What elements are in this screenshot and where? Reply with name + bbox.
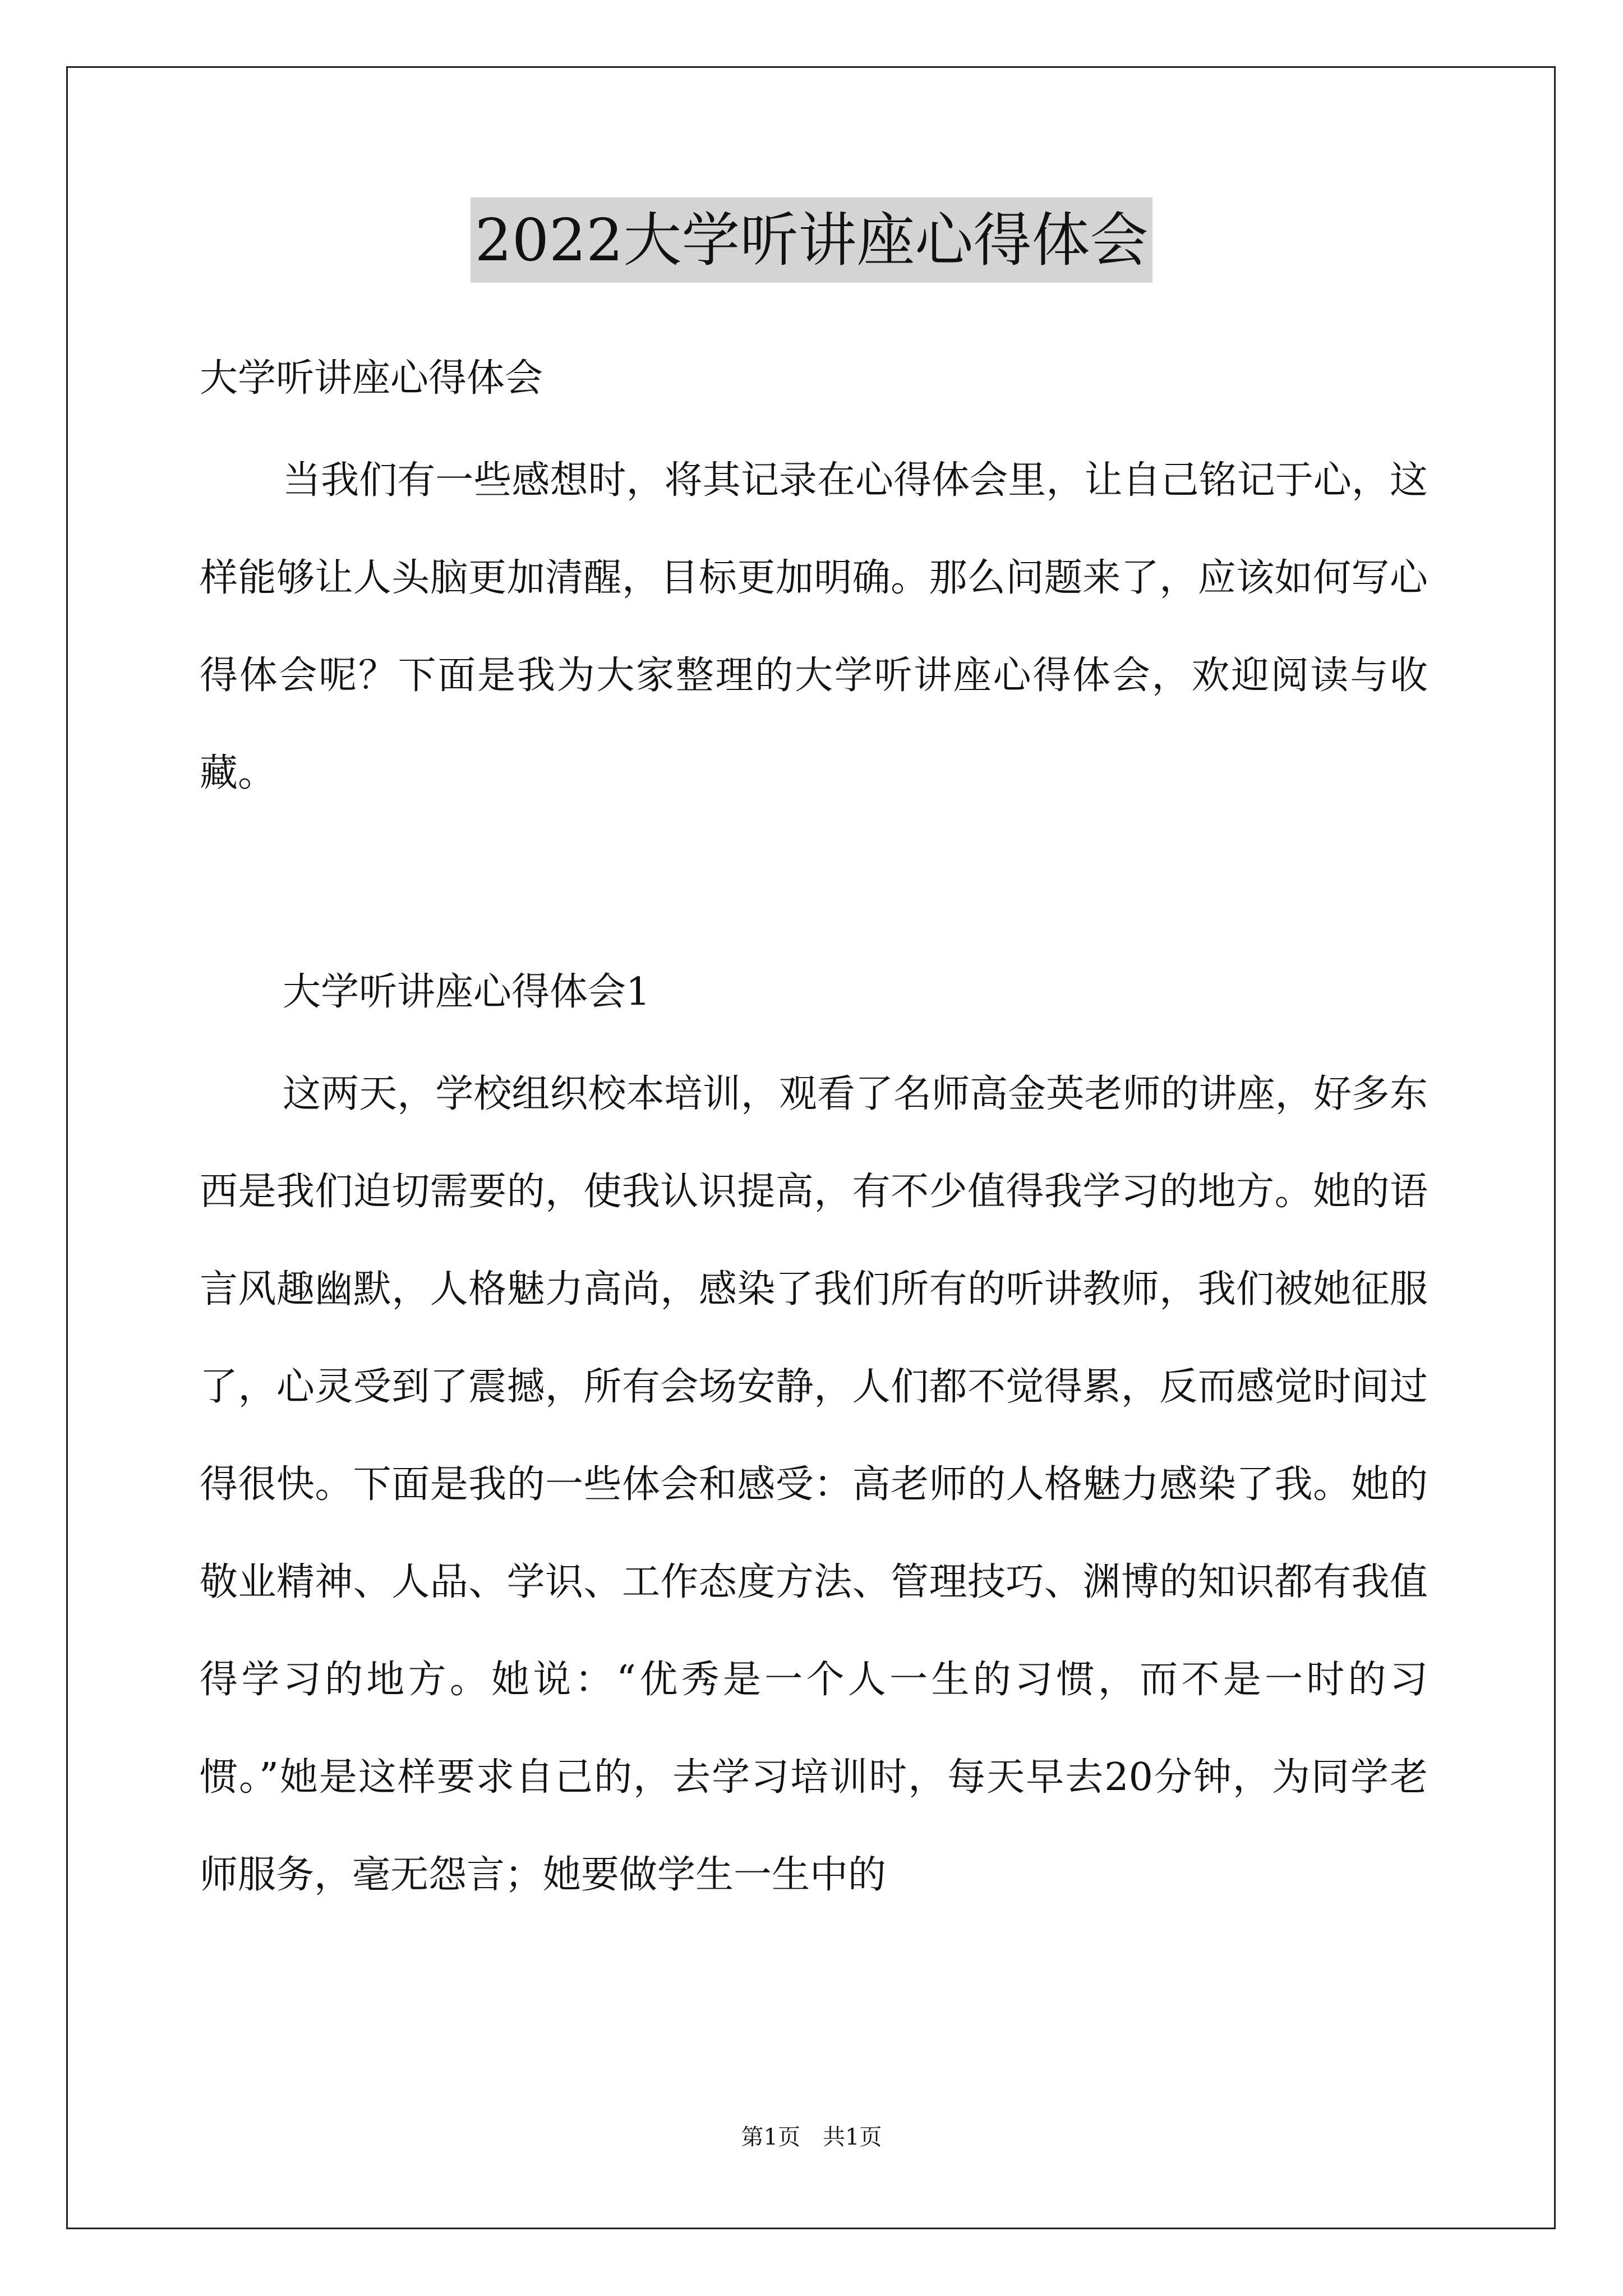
document-subtitle: 大学听讲座心得体会 (200, 356, 543, 401)
section-heading: 大学听讲座心得体会1 (283, 970, 651, 1014)
document-title: 2022大学听讲座心得体会 (471, 197, 1153, 283)
title-container (0, 197, 1623, 283)
page-footer: 第1页 共1页 (741, 2124, 882, 2150)
intro-paragraph: 当我们有一些感想时，将其记录在心得体会里，让自己铭记于心，这样能够让人头脑更加清醒，目标更加明确。那么问题来了，应该如何写心得体会呢？下面是我为大家整理的大学听讲座心得体会，欢迎阅读与收藏。 (200, 458, 1428, 795)
body-paragraph: 这两天，学校组织校本培训，观看了名师高金英老师的讲座，好多东西是我们迫切需要的，使我认识提高，有不少值得我学习的地方。她的语言风趣幽默，人格魅力高尚，感染了我们所有的听讲教师，我们被她征服了，心灵受到了震撼，所有会场安静，人们都不觉得累，反而感觉时间过得很快。下面是我的一些体会和感受：高老师的人格魅力感染了我。她的敬业精神、人品、学识、工作态度方法、管理技巧、渊博的知识都有我值得学习的地方。她说：“优秀是一个人一生的习惯，而不是一时的习惯。”她是这样要求自己的，去学习培训时，每天早去20分钟，为同学老师服务，毫无怨言；她要做学生一生中的 (200, 1072, 1428, 1897)
